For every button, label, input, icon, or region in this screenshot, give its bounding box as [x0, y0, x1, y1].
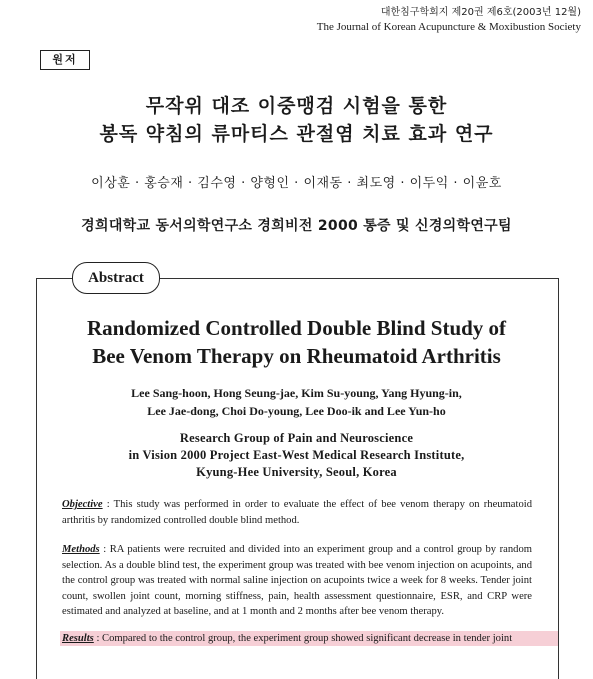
- authors-english: [36, 384, 557, 420]
- abstract-label: Abstract: [72, 262, 160, 294]
- affiliation-english-line-2: in Vision 2000 Project East-West Medical Research Institute,: [128, 448, 465, 462]
- affiliation-korean: 경희대학교 동서의학연구소 경희비전 2000 통증 및 신경의학연구팀: [81, 218, 512, 234]
- results-label: Results: [62, 633, 94, 644]
- objective-text: : This study was performed in order to evaluate the effect of bee venom therapy on rheumatoid arthritis by randomized controlled double blind method.: [62, 499, 532, 526]
- results-text: : Compared to the control group, the experiment group showed significant decrease in tender joint: [93, 633, 513, 644]
- authors-english-line-1: Lee Sang-hoon, Hong Seung-jae, Kim Su-young, Yang Hyung-in,: [131, 386, 462, 400]
- journal-name-english: The Journal of Korean Acupuncture & Moxibustion Society: [316, 21, 581, 33]
- title-korean-line-1: 무작위 대조 이중맹검 시험을 통한: [145, 95, 448, 117]
- title-korean-line-2: 봉독 약침의 류마티스 관절염 치료 효과 연구: [99, 123, 494, 145]
- methods-label: Methods: [62, 544, 100, 555]
- methods-text: : RA patients were recruited and divided into an experiment group and a control group by random selection. As a double blind test, the experiment group was treated with bee venom injection on acupoints, and the control group was treated with normal saline injection on acupoints twice a week for 8 weeks. Tender joint count, swollen joint count, morning stiffness, pain, health assessment questionnaire, ESR, and CRP were estimated and analyzed at baseline, and at 1 month and 2 months after bee venom therapy.: [62, 544, 532, 617]
- authors-english-line-2: Lee Jae-dong, Choi Do-young, Lee Doo-ik and Lee Yun-ho: [147, 404, 446, 418]
- objective-paragraph: [62, 497, 532, 528]
- title-korean: [0, 92, 593, 148]
- title-english: [36, 314, 557, 370]
- objective-label: Objective: [62, 499, 103, 510]
- journal-header: [317, 6, 581, 34]
- authors-korean: 이상훈 · 홍승재 · 김수영 · 양형인 · 이재동 · 최도영 · 이두익 · 이윤호: [91, 176, 502, 191]
- affiliation-english-line-1: Research Group of Pain and Neuroscience: [179, 431, 414, 445]
- title-english-line-2: Bee Venom Therapy on Rheumatoid Arthritis: [92, 344, 501, 368]
- journal-name-korean: 대한침구학회지 제20권 제6호(2003년 12월): [380, 7, 581, 18]
- article-type-badge: 원저: [40, 50, 90, 70]
- results-paragraph: [62, 631, 532, 647]
- affiliation-english: [36, 430, 557, 481]
- affiliation-english-line-3: Kyung-Hee University, Seoul, Korea: [196, 465, 397, 479]
- title-english-line-1: Randomized Controlled Double Blind Study of: [86, 316, 507, 340]
- methods-paragraph: [62, 542, 532, 620]
